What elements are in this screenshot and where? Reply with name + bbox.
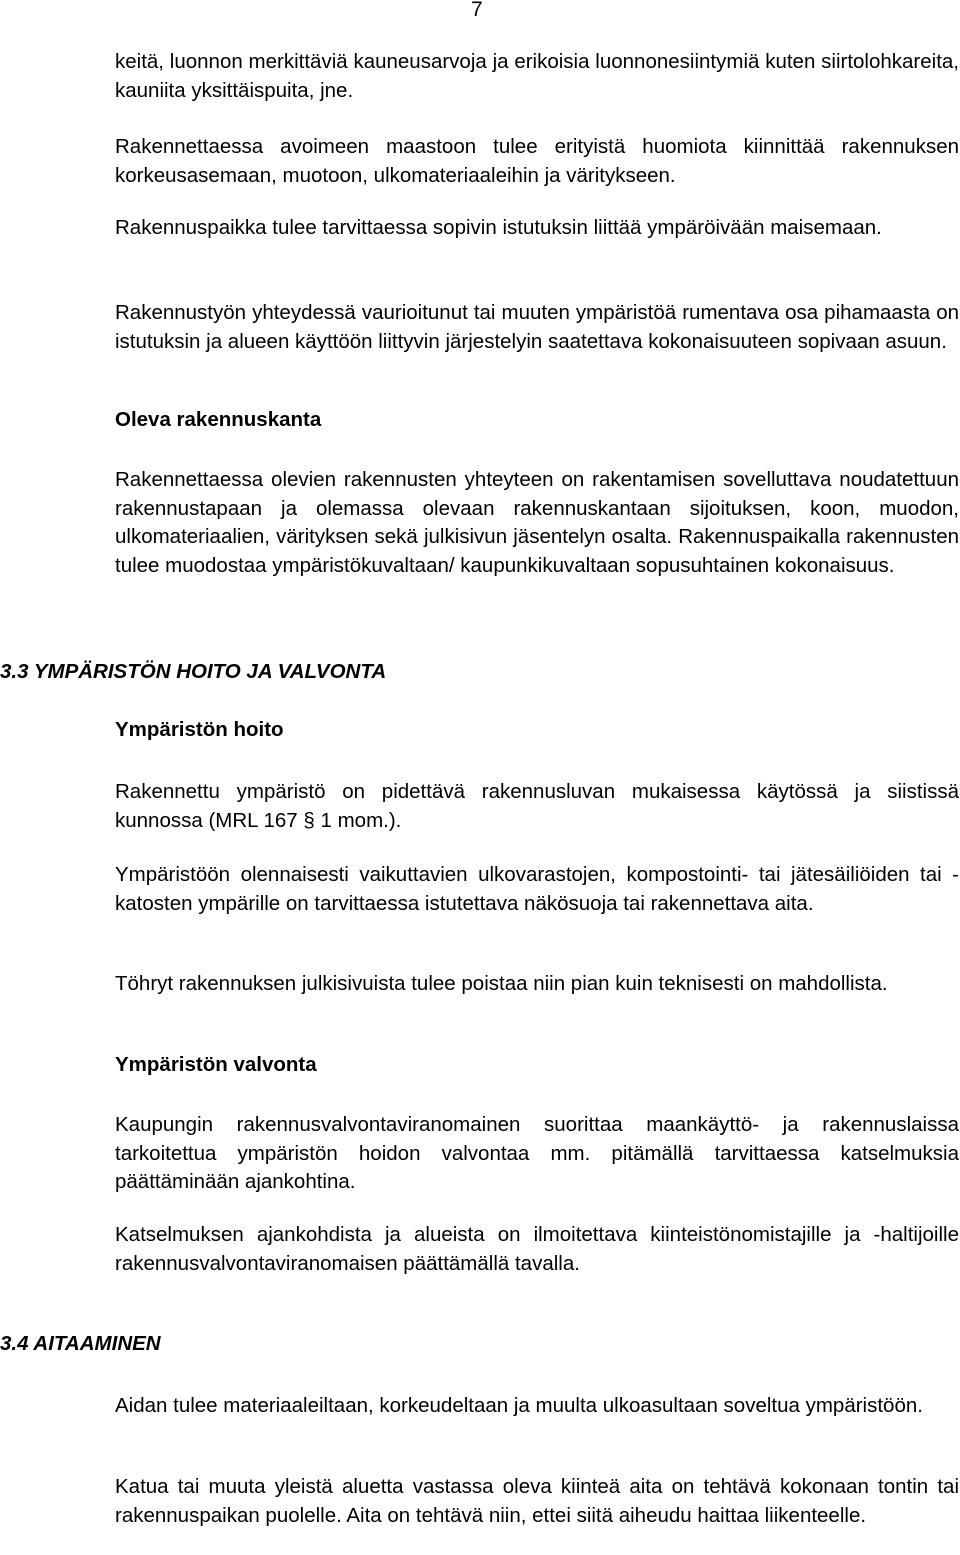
paragraph-graffiti: Töhryt rakennuksen julkisivuista tulee poistaa niin pian kuin teknisesti on mahdollista. xyxy=(115,972,888,995)
paragraph-existing-buildings: Rakennettaessa olevien rakennusten yhteyteen on rakentamisen sovelluttava noudatettuun rakennustapaan ja olemassa olevaan rakennuskantaan sijoituksen, koon, muodon, ulkomateriaalien, värityksen sekä julkisivun jäsentelyn osalta. Rakennuspaikalla rakennusten tulee muodostaa ympäristökuvaltaan/ kaupunkikuvaltaan sopusuhtainen kokonaisuus. xyxy=(115,468,959,577)
paragraph-open-terrain: Rakennettaessa avoimeen maastoon tulee erityistä huomiota kiinnittää rakennuksen korkeusasemaan, muotoon, ulkomateriaaleihin ja väritykseen. xyxy=(115,135,959,187)
section-heading-3-3: 3.3 YMPÄRISTÖN HOITO JA VALVONTA xyxy=(0,660,387,683)
heading-environment-supervision: Ympäristön valvonta xyxy=(115,1053,317,1076)
paragraph-inspection-notice: Katselmuksen ajankohdista ja alueista on ilmoitettava kiinteistönomistajille ja -haltijoille rakennusvalvontaviranomaisen päättämällä tavalla. xyxy=(115,1223,959,1275)
paragraph-storage-screening: Ympäristöön olennaisesti vaikuttavien ulkovarastojen, kompostointi- tai jätesäiliöiden tai -katosten ympärille on tarvittaessa istutettava näkösuoja tai rakennettava aita. xyxy=(115,863,959,915)
paragraph-fence-placement: Katua tai muuta yleistä aluetta vastassa oleva kiinteä aita on tehtävä kokonaan tontin tai rakennuspaikan puolelle. Aita on tehtävä niin, ettei siitä aiheudu haittaa liikenteelle. xyxy=(115,1475,959,1527)
paragraph-supervision-authority: Kaupungin rakennusvalvontaviranomainen suorittaa maankäyttö- ja rakennuslaissa tarkoitettua ympäristön hoidon valvontaa mm. pitämällä tarvittaessa katselmuksia päättäminään ajankohtina. xyxy=(115,1113,959,1193)
heading-existing-buildings: Oleva rakennuskanta xyxy=(115,408,322,431)
section-heading-3-4: 3.4 AITAAMINEN xyxy=(0,1332,161,1355)
paragraph-fence-materials: Aidan tulee materiaaleiltaan, korkeudeltaan ja muulta ulkoasultaan soveltua ympäristöön. xyxy=(115,1394,923,1417)
paragraph-landscaping: Rakennuspaikka tulee tarvittaessa sopivin istutuksin liittää ympäröivään maisemaan. xyxy=(115,216,882,239)
paragraph-intro-end: keitä, luonnon merkittäviä kauneusarvoja ja erikoisia luonnonesiintymiä kuten siirtolohkareita, kauniita yksittäispuita, jne. xyxy=(115,50,959,102)
paragraph-construction-damage: Rakennustyön yhteydessä vaurioitunut tai muuten ympäristöä rumentava osa pihamaasta on istutuksin ja alueen käyttöön liittyvin järjestelyin saatettava kokonaisuuteen sopivaan asuun. xyxy=(115,301,959,353)
heading-environment-care: Ympäristön hoito xyxy=(115,718,284,741)
page-number: 7 xyxy=(471,0,483,21)
paragraph-built-environment: Rakennettu ympäristö on pidettävä rakennusluvan mukaisessa käytössä ja siistissä kunnossa (MRL 167 § 1 mom.). xyxy=(115,780,959,832)
